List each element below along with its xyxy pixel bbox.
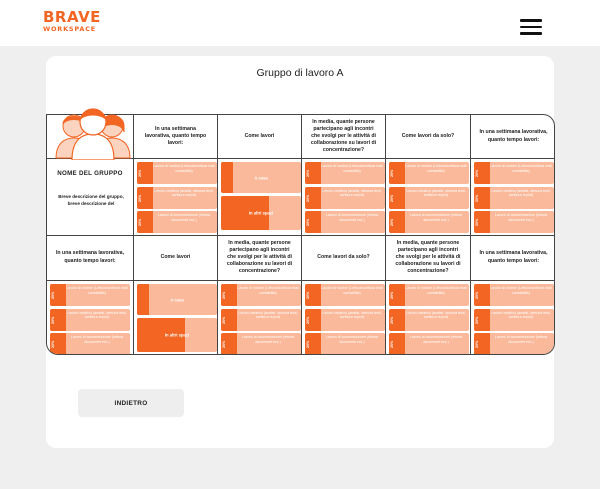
- group-description: Breve descrizione del gruppo, breve descrizione del: [58, 194, 124, 206]
- category-label: Lavoro di routine (Lettura/scrittura mail contabilità): [490, 286, 552, 295]
- logo-line-2: WORKSPACE: [43, 25, 97, 33]
- category-label: Lavoro di routine (Lettura/scrittura mail contabilità): [490, 164, 552, 173]
- category-label: Lavoro di routine (Lettura/scrittura mail contabilità): [405, 286, 467, 295]
- category-block: [221, 309, 301, 331]
- category-label: Lavoro creativo (analisi, stesura testi, scrittura report): [406, 310, 466, 320]
- category-percent: 20%: [222, 340, 226, 348]
- category-percent: 20%: [306, 340, 310, 348]
- category-label: Lavoro di concentrazione (lettura documenti ecc.): [494, 335, 548, 344]
- category-block: [389, 309, 469, 331]
- question-header-time: In una settimana lavorativa, quanto tempo lavori:: [479, 129, 548, 143]
- question-header-time: In una settimana lavorativa, quanto tempo lavori:: [55, 250, 125, 264]
- category-label: Lavoro creativo (analisi, stesura testi, scrittura report): [154, 188, 214, 198]
- category-block: [137, 162, 217, 184]
- grid-cell: [301, 235, 385, 280]
- top-bar: [0, 0, 600, 46]
- grid-row: [47, 280, 555, 355]
- category-percent: 20%: [138, 218, 142, 226]
- category-block: [474, 211, 554, 233]
- grid-row: [47, 158, 555, 235]
- grid-cell: [217, 115, 301, 158]
- category-block: [305, 187, 385, 209]
- grid-cell: [301, 158, 385, 235]
- category-percent: 20%: [138, 193, 142, 202]
- category-label: Lavoro creativo (analisi, stesura testi, scrittura report): [238, 310, 298, 320]
- grid-cell: [301, 280, 385, 355]
- grid-cell: [385, 115, 470, 158]
- question-header-alone: Come lavori da solo?: [317, 253, 370, 260]
- category-block: [389, 211, 469, 233]
- category-percent: 20%: [306, 315, 310, 324]
- how-work-block: [221, 162, 301, 193]
- question-header-how: Come lavori: [244, 132, 275, 139]
- grid-cell: [385, 235, 470, 280]
- grid-cell: [47, 158, 133, 235]
- category-block: [474, 162, 554, 184]
- category-block: [389, 187, 469, 209]
- category-percent: 20%: [475, 218, 479, 226]
- category-block: [389, 162, 469, 184]
- grid-cell: [47, 235, 133, 280]
- category-label: Lavoro creativo (analisi, stesura testi, scrittura report): [67, 310, 127, 320]
- category-block: [305, 309, 385, 331]
- category-label: Lavoro di concentrazione (lettura documenti ecc.): [325, 213, 379, 222]
- grid-cell: [133, 158, 217, 235]
- category-label: Lavoro di concentrazione (lettura documenti ecc.): [157, 213, 211, 222]
- category-percent: 20%: [475, 291, 479, 299]
- category-percent: 20%: [51, 315, 55, 324]
- grid-cell: [301, 115, 385, 158]
- question-header-time: In una settimana lavorativa, quanto tempo lavori:: [144, 125, 207, 146]
- category-percent: 20%: [222, 315, 226, 324]
- how-work-label: In altri spazi: [248, 210, 274, 216]
- category-label: Lavoro creativo (analisi, stesura testi, scrittura report): [406, 188, 466, 198]
- grid-cell: [133, 235, 217, 280]
- page-title: Gruppo di lavoro A: [256, 67, 344, 79]
- category-label: Lavoro creativo (analisi, stesura testi, scrittura report): [322, 188, 382, 198]
- category-percent: 20%: [390, 193, 394, 202]
- hamburger-menu-icon[interactable]: [520, 19, 542, 35]
- logo-line-1: BRAVE: [43, 8, 101, 26]
- grid-cell: [133, 115, 217, 158]
- category-block: [474, 333, 554, 355]
- grid-cell: [217, 235, 301, 280]
- category-percent: 20%: [475, 193, 479, 202]
- category-block: [305, 211, 385, 233]
- category-label: Lavoro creativo (analisi, stesura testi, scrittura report): [322, 310, 382, 320]
- row-divider: [47, 280, 555, 281]
- grid-cell: [470, 115, 555, 158]
- category-percent: 20%: [475, 315, 479, 324]
- category-label: Lavoro di concentrazione (lettura documenti ecc.): [409, 213, 463, 222]
- question-header-people: In media, quante persone partecipano agli incontri che svolgi per le attività di collaborazione su lavori di concentrazione?: [395, 239, 461, 275]
- category-block: [50, 284, 130, 306]
- category-percent: 20%: [475, 169, 479, 177]
- category-percent: 20%: [306, 291, 310, 299]
- category-percent: 20%: [390, 315, 394, 324]
- grid-row: [47, 235, 555, 280]
- grid-cell: [470, 235, 555, 280]
- grid-cell: [217, 280, 301, 355]
- question-header-alone: Come lavori da solo?: [401, 132, 455, 139]
- category-percent: 20%: [222, 291, 226, 299]
- category-label: Lavoro di concentrazione (lettura documenti ecc.): [241, 335, 295, 344]
- category-percent: 20%: [390, 169, 394, 177]
- group-name: NOME DEL GRUPPO: [57, 170, 123, 177]
- how-work-block: [221, 196, 301, 230]
- category-label: Lavoro creativo (analisi, stesura testi, scrittura report): [491, 310, 551, 320]
- category-block: [305, 333, 385, 355]
- category-label: Lavoro di routine (Lettura/scrittura mail contabilità): [321, 286, 383, 295]
- category-label: Lavoro di routine (Lettura/scrittura mail contabilità): [321, 164, 383, 173]
- category-block: [305, 284, 385, 306]
- brave-workspace-logo[interactable]: [43, 10, 101, 33]
- question-header-people: In media, quante persone partecipano agli incontri che svolgi per le attività di collaborazione su lavori di concentrazione?: [310, 118, 377, 154]
- group-people-icon: [52, 104, 134, 160]
- grid-cell: [470, 158, 555, 235]
- grid-cell: [133, 280, 217, 355]
- category-block: [474, 284, 554, 306]
- category-label: Lavoro di routine (Lettura/scrittura mail contabilità): [237, 286, 299, 295]
- category-block: [474, 309, 554, 331]
- category-block: [221, 284, 301, 306]
- category-block: [50, 333, 130, 355]
- grid-cell: [385, 280, 470, 355]
- question-header-people: In media, quante persone partecipano agli incontri che svolgi per le attività di collaborazione su lavori di concentrazione?: [226, 239, 293, 275]
- category-label: Lavoro di concentrazione (lettura documenti ecc.): [409, 335, 463, 344]
- how-work-label: A casa: [170, 297, 184, 302]
- category-percent: 20%: [390, 291, 394, 299]
- category-percent: 20%: [51, 291, 55, 299]
- category-percent: 20%: [51, 340, 55, 348]
- row-divider: [47, 235, 555, 236]
- how-work-block: [137, 318, 217, 352]
- grid-cell: [385, 158, 470, 235]
- category-label: Lavoro di concentrazione (lettura documenti ecc.): [70, 335, 124, 344]
- how-work-block: [137, 284, 217, 315]
- grid-cell: [470, 280, 555, 355]
- category-percent: 20%: [390, 218, 394, 226]
- category-label: Lavoro di routine (Lettura/scrittura mail contabilità): [66, 286, 128, 295]
- category-percent: 20%: [475, 340, 479, 348]
- category-percent: 20%: [390, 340, 394, 348]
- category-label: Lavoro di concentrazione (lettura documenti ecc.): [494, 213, 548, 222]
- grid-cell: [217, 158, 301, 235]
- category-block: [305, 162, 385, 184]
- category-label: Lavoro creativo (analisi, stesura testi, scrittura report): [491, 188, 551, 198]
- category-block: [221, 333, 301, 355]
- how-work-label: A casa: [254, 175, 268, 180]
- category-block: [50, 309, 130, 331]
- back-button[interactable]: INDIETRO: [78, 389, 184, 417]
- grid-cell: [47, 280, 133, 355]
- how-work-label: In altri spazi: [164, 332, 190, 338]
- category-label: Lavoro di concentrazione (lettura documenti ecc.): [325, 335, 379, 344]
- category-label: Lavoro di routine (Lettura/scrittura mail contabilità): [153, 164, 215, 173]
- category-block: [137, 211, 217, 233]
- category-block: [474, 187, 554, 209]
- category-block: [389, 284, 469, 306]
- category-percent: 20%: [306, 193, 310, 202]
- category-percent: 20%: [306, 218, 310, 226]
- question-header-how: Come lavori: [160, 253, 191, 260]
- category-label: Lavoro di routine (Lettura/scrittura mail contabilità): [405, 164, 467, 173]
- category-block: [137, 187, 217, 209]
- category-percent: 20%: [306, 169, 310, 177]
- category-block: [389, 333, 469, 355]
- question-header-time: In una settimana lavorativa, quanto tempo lavori:: [479, 250, 548, 264]
- category-percent: 20%: [138, 169, 142, 177]
